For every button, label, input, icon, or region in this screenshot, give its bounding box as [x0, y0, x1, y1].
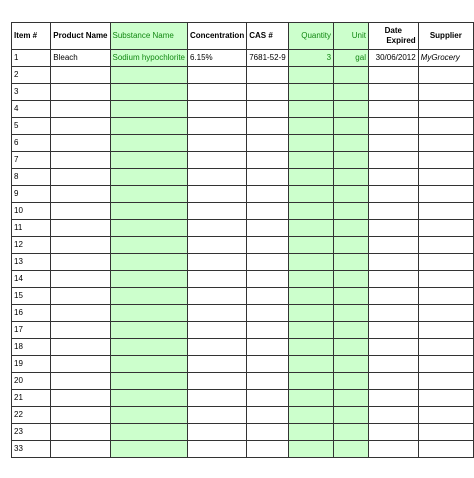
table-row: [12, 407, 474, 424]
table-row: [12, 305, 474, 322]
cell-cas[interactable]: [247, 407, 288, 424]
cell-supplier[interactable]: [418, 271, 473, 288]
cell-product[interactable]: [51, 67, 110, 84]
cell-substance[interactable]: [110, 237, 187, 254]
cell-product[interactable]: [51, 407, 110, 424]
cell-product[interactable]: [51, 271, 110, 288]
cell-item[interactable]: 9: [12, 186, 51, 203]
cell-product[interactable]: [51, 390, 110, 407]
cell-item[interactable]: 19: [12, 356, 51, 373]
cell-concentration[interactable]: [187, 424, 246, 441]
cell-concentration[interactable]: [187, 288, 246, 305]
cell-item[interactable]: 23: [12, 424, 51, 441]
cell-product[interactable]: [51, 237, 110, 254]
cell-item[interactable]: 7: [12, 152, 51, 169]
cell-cas[interactable]: [247, 84, 288, 101]
cell-substance[interactable]: [110, 152, 187, 169]
cell-cas[interactable]: [247, 390, 288, 407]
cell-item[interactable]: 8: [12, 169, 51, 186]
cell-product[interactable]: [51, 186, 110, 203]
cell-quantity[interactable]: [288, 322, 333, 339]
cell-concentration[interactable]: [187, 237, 246, 254]
cell-unit[interactable]: [334, 237, 369, 254]
cell-supplier[interactable]: [418, 305, 473, 322]
cell-unit[interactable]: [334, 152, 369, 169]
cell-substance[interactable]: [110, 101, 187, 118]
cell-unit[interactable]: [334, 288, 369, 305]
cell-date-expired[interactable]: [368, 288, 418, 305]
cell-substance[interactable]: [110, 339, 187, 356]
header-date-line2: Expired: [386, 36, 416, 45]
table-row: [12, 339, 474, 356]
cell-date-expired[interactable]: [368, 390, 418, 407]
cell-quantity[interactable]: [288, 135, 333, 152]
header-concentration: Concentration: [187, 23, 246, 50]
cell-quantity[interactable]: [288, 118, 333, 135]
table-row: [12, 67, 474, 84]
cell-item[interactable]: 17: [12, 322, 51, 339]
table-row: [12, 101, 474, 118]
cell-substance[interactable]: Sodium hypochlorite: [110, 50, 187, 67]
cell-supplier[interactable]: [418, 322, 473, 339]
cell-date-expired[interactable]: [368, 101, 418, 118]
cell-product[interactable]: [51, 254, 110, 271]
cell-quantity[interactable]: [288, 407, 333, 424]
cell-date-expired[interactable]: [368, 254, 418, 271]
cell-date-expired[interactable]: [368, 220, 418, 237]
cell-concentration[interactable]: [187, 305, 246, 322]
table-row: [12, 424, 474, 441]
cell-date-expired[interactable]: [368, 203, 418, 220]
cell-item[interactable]: 22: [12, 407, 51, 424]
cell-quantity[interactable]: [288, 339, 333, 356]
cell-product[interactable]: [51, 220, 110, 237]
cell-item[interactable]: 4: [12, 101, 51, 118]
header-supplier: Supplier: [418, 23, 473, 50]
cell-unit[interactable]: gal: [334, 50, 369, 67]
cell-unit[interactable]: [334, 186, 369, 203]
cell-item[interactable]: 6: [12, 135, 51, 152]
cell-substance[interactable]: [110, 169, 187, 186]
cell-quantity[interactable]: [288, 305, 333, 322]
cell-product[interactable]: [51, 305, 110, 322]
cell-cas[interactable]: 7681-52-9: [247, 50, 288, 67]
cell-date-expired[interactable]: [368, 407, 418, 424]
cell-product[interactable]: [51, 322, 110, 339]
cell-substance[interactable]: [110, 203, 187, 220]
cell-item[interactable]: 21: [12, 390, 51, 407]
cell-substance[interactable]: [110, 441, 187, 458]
table-row: [12, 356, 474, 373]
cell-product[interactable]: [51, 152, 110, 169]
cell-quantity[interactable]: [288, 203, 333, 220]
table-row: [12, 84, 474, 101]
cell-substance[interactable]: [110, 424, 187, 441]
cell-cas[interactable]: [247, 254, 288, 271]
cell-unit[interactable]: [334, 101, 369, 118]
cell-quantity[interactable]: [288, 169, 333, 186]
cell-date-expired[interactable]: [368, 118, 418, 135]
cell-concentration[interactable]: [187, 169, 246, 186]
cell-cas[interactable]: [247, 203, 288, 220]
cell-supplier[interactable]: [418, 424, 473, 441]
table-row: [12, 220, 474, 237]
cell-concentration[interactable]: [187, 254, 246, 271]
cell-cas[interactable]: [247, 322, 288, 339]
cell-substance[interactable]: [110, 135, 187, 152]
cell-item[interactable]: 1: [12, 50, 51, 67]
cell-supplier[interactable]: [418, 152, 473, 169]
cell-supplier[interactable]: [418, 441, 473, 458]
table-body: [12, 50, 474, 458]
cell-supplier[interactable]: [418, 390, 473, 407]
cell-supplier[interactable]: MyGrocery: [418, 50, 473, 67]
header-row: [12, 23, 474, 50]
header-date-expired: [368, 23, 418, 50]
cell-supplier[interactable]: [418, 288, 473, 305]
cell-cas[interactable]: [247, 305, 288, 322]
header-item: Item #: [12, 23, 51, 50]
cell-cas[interactable]: [247, 118, 288, 135]
cell-substance[interactable]: [110, 305, 187, 322]
cell-concentration[interactable]: [187, 271, 246, 288]
table-row: [12, 373, 474, 390]
cell-date-expired[interactable]: [368, 424, 418, 441]
cell-substance[interactable]: [110, 322, 187, 339]
cell-quantity[interactable]: 3: [288, 50, 333, 67]
cell-date-expired[interactable]: [368, 305, 418, 322]
table-row: [12, 322, 474, 339]
table-row: [12, 135, 474, 152]
cell-unit[interactable]: [334, 322, 369, 339]
cell-date-expired[interactable]: [368, 135, 418, 152]
cell-product[interactable]: [51, 441, 110, 458]
cell-date-expired[interactable]: [368, 67, 418, 84]
cell-product[interactable]: [51, 84, 110, 101]
cell-item[interactable]: 12: [12, 237, 51, 254]
table-row: [12, 50, 474, 67]
cell-date-expired[interactable]: [368, 373, 418, 390]
cell-unit[interactable]: [334, 67, 369, 84]
cell-cas[interactable]: [247, 271, 288, 288]
cell-supplier[interactable]: [418, 254, 473, 271]
cell-supplier[interactable]: [418, 67, 473, 84]
cell-concentration[interactable]: [187, 407, 246, 424]
cell-unit[interactable]: [334, 373, 369, 390]
cell-unit[interactable]: [334, 339, 369, 356]
cell-substance[interactable]: [110, 220, 187, 237]
cell-concentration[interactable]: [187, 339, 246, 356]
cell-date-expired[interactable]: [368, 186, 418, 203]
cell-unit[interactable]: [334, 118, 369, 135]
cell-concentration[interactable]: [187, 220, 246, 237]
cell-unit[interactable]: [334, 135, 369, 152]
cell-substance[interactable]: [110, 254, 187, 271]
cell-date-expired[interactable]: [368, 322, 418, 339]
cell-product[interactable]: [51, 203, 110, 220]
cell-unit[interactable]: [334, 407, 369, 424]
chemical-inventory-table: [11, 22, 474, 458]
table-row: [12, 390, 474, 407]
cell-unit[interactable]: [334, 84, 369, 101]
cell-product[interactable]: Bleach: [51, 50, 110, 67]
cell-substance[interactable]: [110, 67, 187, 84]
header-substance-name: Substance Name: [110, 23, 187, 50]
cell-concentration[interactable]: [187, 84, 246, 101]
cell-quantity[interactable]: [288, 441, 333, 458]
cell-supplier[interactable]: [418, 101, 473, 118]
cell-substance[interactable]: [110, 288, 187, 305]
cell-quantity[interactable]: [288, 220, 333, 237]
cell-date-expired[interactable]: [368, 84, 418, 101]
cell-concentration[interactable]: [187, 67, 246, 84]
cell-unit[interactable]: [334, 305, 369, 322]
cell-unit[interactable]: [334, 254, 369, 271]
cell-substance[interactable]: [110, 373, 187, 390]
cell-product[interactable]: [51, 118, 110, 135]
cell-cas[interactable]: [247, 373, 288, 390]
cell-quantity[interactable]: [288, 288, 333, 305]
cell-date-expired[interactable]: [368, 152, 418, 169]
cell-quantity[interactable]: [288, 271, 333, 288]
cell-item[interactable]: 13: [12, 254, 51, 271]
cell-concentration[interactable]: [187, 322, 246, 339]
table-row: [12, 169, 474, 186]
cell-date-expired[interactable]: [368, 339, 418, 356]
cell-cas[interactable]: [247, 169, 288, 186]
cell-supplier[interactable]: [418, 407, 473, 424]
header-cas: CAS #: [247, 23, 288, 50]
header-unit: Unit: [334, 23, 369, 50]
cell-cas[interactable]: [247, 101, 288, 118]
cell-product[interactable]: [51, 135, 110, 152]
cell-substance[interactable]: [110, 186, 187, 203]
cell-quantity[interactable]: [288, 373, 333, 390]
cell-concentration[interactable]: [187, 186, 246, 203]
cell-unit[interactable]: [334, 220, 369, 237]
cell-item[interactable]: 11: [12, 220, 51, 237]
cell-supplier[interactable]: [418, 203, 473, 220]
cell-product[interactable]: [51, 169, 110, 186]
cell-quantity[interactable]: [288, 424, 333, 441]
cell-date-expired[interactable]: [368, 441, 418, 458]
cell-quantity[interactable]: [288, 356, 333, 373]
cell-concentration[interactable]: 6.15%: [187, 50, 246, 67]
header-product-name: Product Name: [51, 23, 110, 50]
cell-concentration[interactable]: [187, 356, 246, 373]
cell-cas[interactable]: [247, 424, 288, 441]
cell-quantity[interactable]: [288, 101, 333, 118]
cell-substance[interactable]: [110, 118, 187, 135]
cell-date-expired[interactable]: [368, 356, 418, 373]
cell-supplier[interactable]: [418, 135, 473, 152]
cell-concentration[interactable]: [187, 101, 246, 118]
cell-cas[interactable]: [247, 356, 288, 373]
cell-item[interactable]: 5: [12, 118, 51, 135]
cell-cas[interactable]: [247, 186, 288, 203]
table-row: [12, 237, 474, 254]
cell-unit[interactable]: [334, 390, 369, 407]
cell-unit[interactable]: [334, 169, 369, 186]
cell-item[interactable]: 14: [12, 271, 51, 288]
cell-substance[interactable]: [110, 356, 187, 373]
cell-unit[interactable]: [334, 424, 369, 441]
cell-item[interactable]: 33: [12, 441, 51, 458]
table-row: [12, 271, 474, 288]
cell-product[interactable]: [51, 356, 110, 373]
cell-concentration[interactable]: [187, 390, 246, 407]
cell-product[interactable]: [51, 373, 110, 390]
cell-date-expired[interactable]: 30/06/2012: [368, 50, 418, 67]
cell-cas[interactable]: [247, 135, 288, 152]
table-row: [12, 203, 474, 220]
table-row: [12, 152, 474, 169]
cell-cas[interactable]: [247, 339, 288, 356]
cell-supplier[interactable]: [418, 220, 473, 237]
cell-cas[interactable]: [247, 67, 288, 84]
cell-cas[interactable]: [247, 237, 288, 254]
cell-item[interactable]: 3: [12, 84, 51, 101]
header-quantity: Quantity: [288, 23, 333, 50]
cell-concentration[interactable]: [187, 441, 246, 458]
cell-item[interactable]: 16: [12, 305, 51, 322]
cell-date-expired[interactable]: [368, 169, 418, 186]
cell-quantity[interactable]: [288, 152, 333, 169]
cell-supplier[interactable]: [418, 118, 473, 135]
cell-unit[interactable]: [334, 441, 369, 458]
cell-supplier[interactable]: [418, 356, 473, 373]
table-row: [12, 288, 474, 305]
cell-unit[interactable]: [334, 271, 369, 288]
cell-concentration[interactable]: [187, 373, 246, 390]
cell-product[interactable]: [51, 424, 110, 441]
cell-cas[interactable]: [247, 152, 288, 169]
cell-concentration[interactable]: [187, 152, 246, 169]
cell-cas[interactable]: [247, 220, 288, 237]
cell-supplier[interactable]: [418, 186, 473, 203]
cell-product[interactable]: [51, 101, 110, 118]
cell-substance[interactable]: [110, 84, 187, 101]
cell-concentration[interactable]: [187, 135, 246, 152]
cell-concentration[interactable]: [187, 118, 246, 135]
cell-substance[interactable]: [110, 407, 187, 424]
cell-quantity[interactable]: [288, 67, 333, 84]
cell-date-expired[interactable]: [368, 237, 418, 254]
table-row: [12, 118, 474, 135]
cell-unit[interactable]: [334, 203, 369, 220]
cell-date-expired[interactable]: [368, 271, 418, 288]
cell-item[interactable]: 18: [12, 339, 51, 356]
cell-cas[interactable]: [247, 441, 288, 458]
cell-supplier[interactable]: [418, 84, 473, 101]
table-row: [12, 441, 474, 458]
header-date-line1: Date: [384, 26, 402, 35]
table-row: [12, 186, 474, 203]
cell-cas[interactable]: [247, 288, 288, 305]
cell-quantity[interactable]: [288, 254, 333, 271]
cell-item[interactable]: 10: [12, 203, 51, 220]
cell-unit[interactable]: [334, 356, 369, 373]
cell-substance[interactable]: [110, 271, 187, 288]
cell-quantity[interactable]: [288, 84, 333, 101]
cell-supplier[interactable]: [418, 339, 473, 356]
cell-product[interactable]: [51, 288, 110, 305]
cell-quantity[interactable]: [288, 186, 333, 203]
cell-concentration[interactable]: [187, 203, 246, 220]
cell-item[interactable]: 2: [12, 67, 51, 84]
cell-supplier[interactable]: [418, 237, 473, 254]
cell-supplier[interactable]: [418, 373, 473, 390]
cell-quantity[interactable]: [288, 390, 333, 407]
table-row: [12, 254, 474, 271]
cell-item[interactable]: 20: [12, 373, 51, 390]
cell-quantity[interactable]: [288, 237, 333, 254]
cell-supplier[interactable]: [418, 169, 473, 186]
cell-product[interactable]: [51, 339, 110, 356]
cell-item[interactable]: 15: [12, 288, 51, 305]
cell-substance[interactable]: [110, 390, 187, 407]
